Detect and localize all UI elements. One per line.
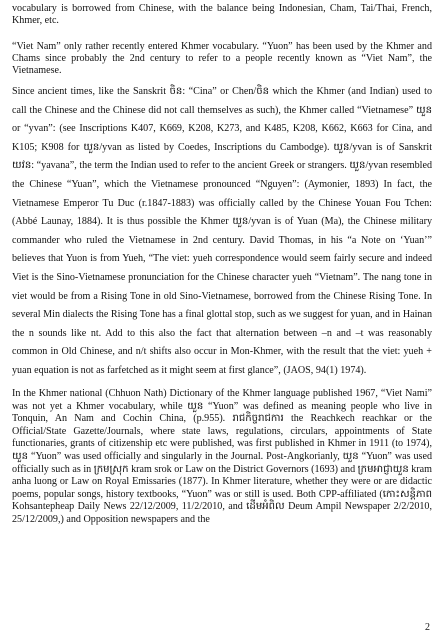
paragraph-intro: vocabulary is borrowed from Chinese, with the balance being Indonesian, Cham, Tai/Thai, French, Khmer, etc. (12, 3, 432, 27)
page-number: 2 (425, 622, 430, 633)
paragraph-khmer-dictionary: In the Khmer national (Chhuon Nath) Dictionary of the Khmer language published 1967, “Viet Nami” was not yet a Khmer vocabulary, while យួន “Yuon” was defined as meaning people who live in Tonquin, An Nam and Cochin China, (p.955). រាជកិច្ចរាជការ the Reachkech reachkar or the Official/State Gazette/Journals, where state laws, regulations, circulars, appointments of State functionaries, grants of citizenship etc were published, was first published in Khmer in 1911 (to 1974), យួន “Yuon” was used officially and singularly in the Journal. Post-Angkorianly, យួន “Yuon” was used officially such as in ក្រមស្រុក kram srok or Law on the District Governors (1693) and ក្រមអាជ្ញាយួន kram anha luong or Law on Royal Emissaries (1877). In Khmer literature, whether they were or are didactic poems, popular songs, history textbooks, “Yuon” was or still is used. Both CPP-affiliated (កោះសន្តិភាព Kohsantepheap Daily News 22/12/2009, 11/2/2010, and ដើមអំពិល Deum Ampil Newspaper 2/2/2010, 25/12/2009,) and Opposition newspapers and the (12, 388, 432, 525)
paragraph-sanskrit-origins: Since ancient times, like the Sanskrit ចិន: “Cina” or Chen/ចិន which the Khmer (and Indian) used to call the Chinese and the Chinese did not call themselves as such), the Khmer called “Vietnamese” យួន or “yvan”: (see Inscriptions K407, K669, K208, K273, and K485, K208, K662, K663 for Cina, and K105; K908 for យួន/yvan as listed by Coedes, Inscriptions du Cambodge). យួន/yvan is of Sanskrit យវន: “yavana”, the term the Indian used to refer to the ancient Greek or strangers. យួន/yvan resembled the Chinese “Yuan”, which the Vietnamese pronounced “Nguyen”: (Aymonier, 1893) In fact, the Vietnamese Emperor Tu Duc (r.1847-1883) was officially called by the Chinese Youan Fou Tchen: (Abbé Launay, 1884). It is thus possible the Khmer យួន/yvan is of Yuan (Ma), the Chinese military commander who ruled the Vietnamese in 2nd century. David Thomas, in his “a Note on ‘Yuan’” believes that Yuon is from Yueh, “The viet: yueh correspondence would seem fairly secure and indeed Viet is the Sino-Vietnamese pronunciation for the Chinese character yueh “Vietnam”. The nang tone in viet would be from a Rising Tone in old Sino-Vietnamese, borrowed from the Chinese Rising Tone. In several Min dialects the Rising Tone has a final glottal stop, such as we suggest for yuan, and in Hainan the n sounds like nt. Add to this also the fact that alternation between –n and –t was reasonably common in Old Chinese, and n/t shifts also occur in Mon-Khmer, with the result that the viet: yueh + yuan equation is not as farfetched as it might seem at first glance”, (JAOS, 94(1) 1974). (12, 86, 432, 376)
paragraph-viet-nam-history: “Viet Nam” only rather recently entered Khmer vocabulary. “Yuon” has been used by the Khmer and Chams since probably the 2nd century to refer to a people recently known as “Viet Nam”, the Vietnamese. (12, 41, 432, 77)
